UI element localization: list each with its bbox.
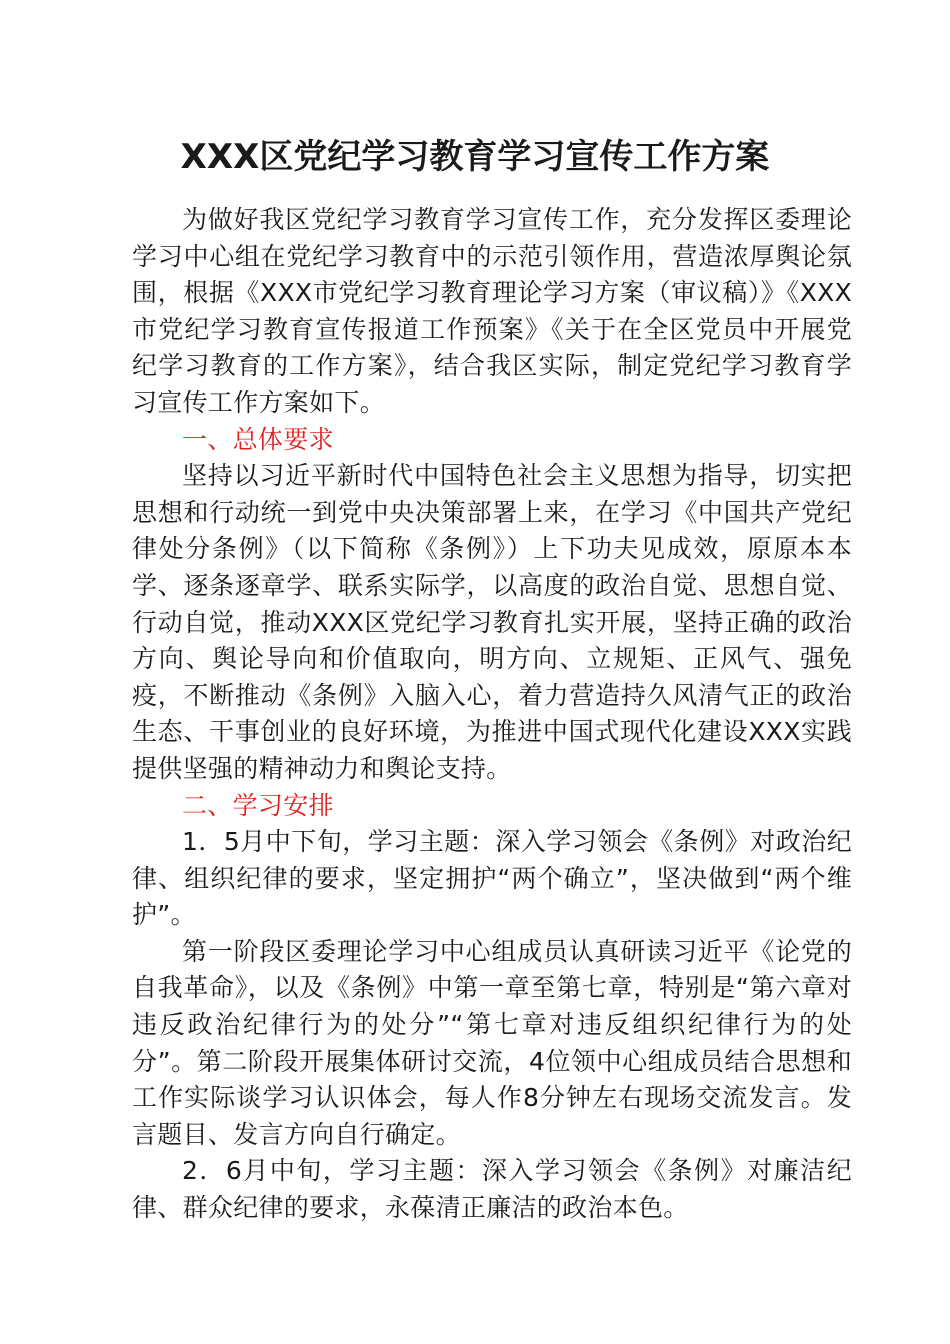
intro-paragraph: 为做好我区党纪学习教育学习宣传工作，充分发挥区委理论学习中心组在党纪学习教育中的示范引领作用，营造浓厚舆论氛围，根据《XXX市党纪学习教育理论学习方案（审议稿）》《XXX市党纪学习教育宣传报道工作预案》《关于在全区党员中开展党纪学习教育的工作方案》，结合我区实际，制定党纪学习教育学习宣传工作方案如下。: [132, 205, 852, 417]
study-item-1-paragraph: 1．5月中下旬，学习主题：深入学习领会《条例》对政治纪律、组织纪律的要求，坚定拥护“两个确立”，坚决做到“两个维护”。: [132, 827, 852, 930]
document-body: [132, 202, 852, 1227]
section-heading-general-requirements: 一、总体要求: [182, 424, 334, 454]
study-item-2-paragraph: 2．6月中旬，学习主题：深入学习领会《条例》对廉洁纪律、群众纪律的要求，永葆清正廉洁的政治本色。: [132, 1156, 852, 1223]
document-title: XXX区党纪学习教育学习宣传工作方案: [180, 137, 770, 177]
study-item-1-detail-paragraph: 第一阶段区委理论学习中心组成员认真研读习近平《论党的自我革命》，以及《条例》中第一章至第七章，特别是“第六章对违反政治纪律行为的处分”“第七章对违反组织纪律行为的处分”。第二阶段开展集体研讨交流，4位领中心组成员结合思想和工作实际谈学习认识体会，每人作8分钟左右现场交流发言。发言题目、发言方向自行确定。: [132, 936, 852, 1149]
general-requirements-paragraph: 坚持以习近平新时代中国特色社会主义思想为指导，切实把思想和行动统一到党中央决策部署上来，在学习《中国共产党纪律处分条例》（以下简称《条例》）上下功夫见成效，原原本本学、逐条逐章学、联系实际学，以高度的政治自觉、思想自觉、行动自觉，推动XXX区党纪学习教育扎实开展，坚持正确的政治方向、舆论导向和价值取向，明方向、立规矩、正风气、强免疫，不断推动《条例》入脑入心，着力营造持久风清气正的政治生态、干事创业的良好环境，为推进中国式现代化建设XXX实践提供坚强的精神动力和舆论支持。: [132, 461, 852, 783]
section-heading-study-arrangement: 二、学习安排: [182, 790, 334, 820]
